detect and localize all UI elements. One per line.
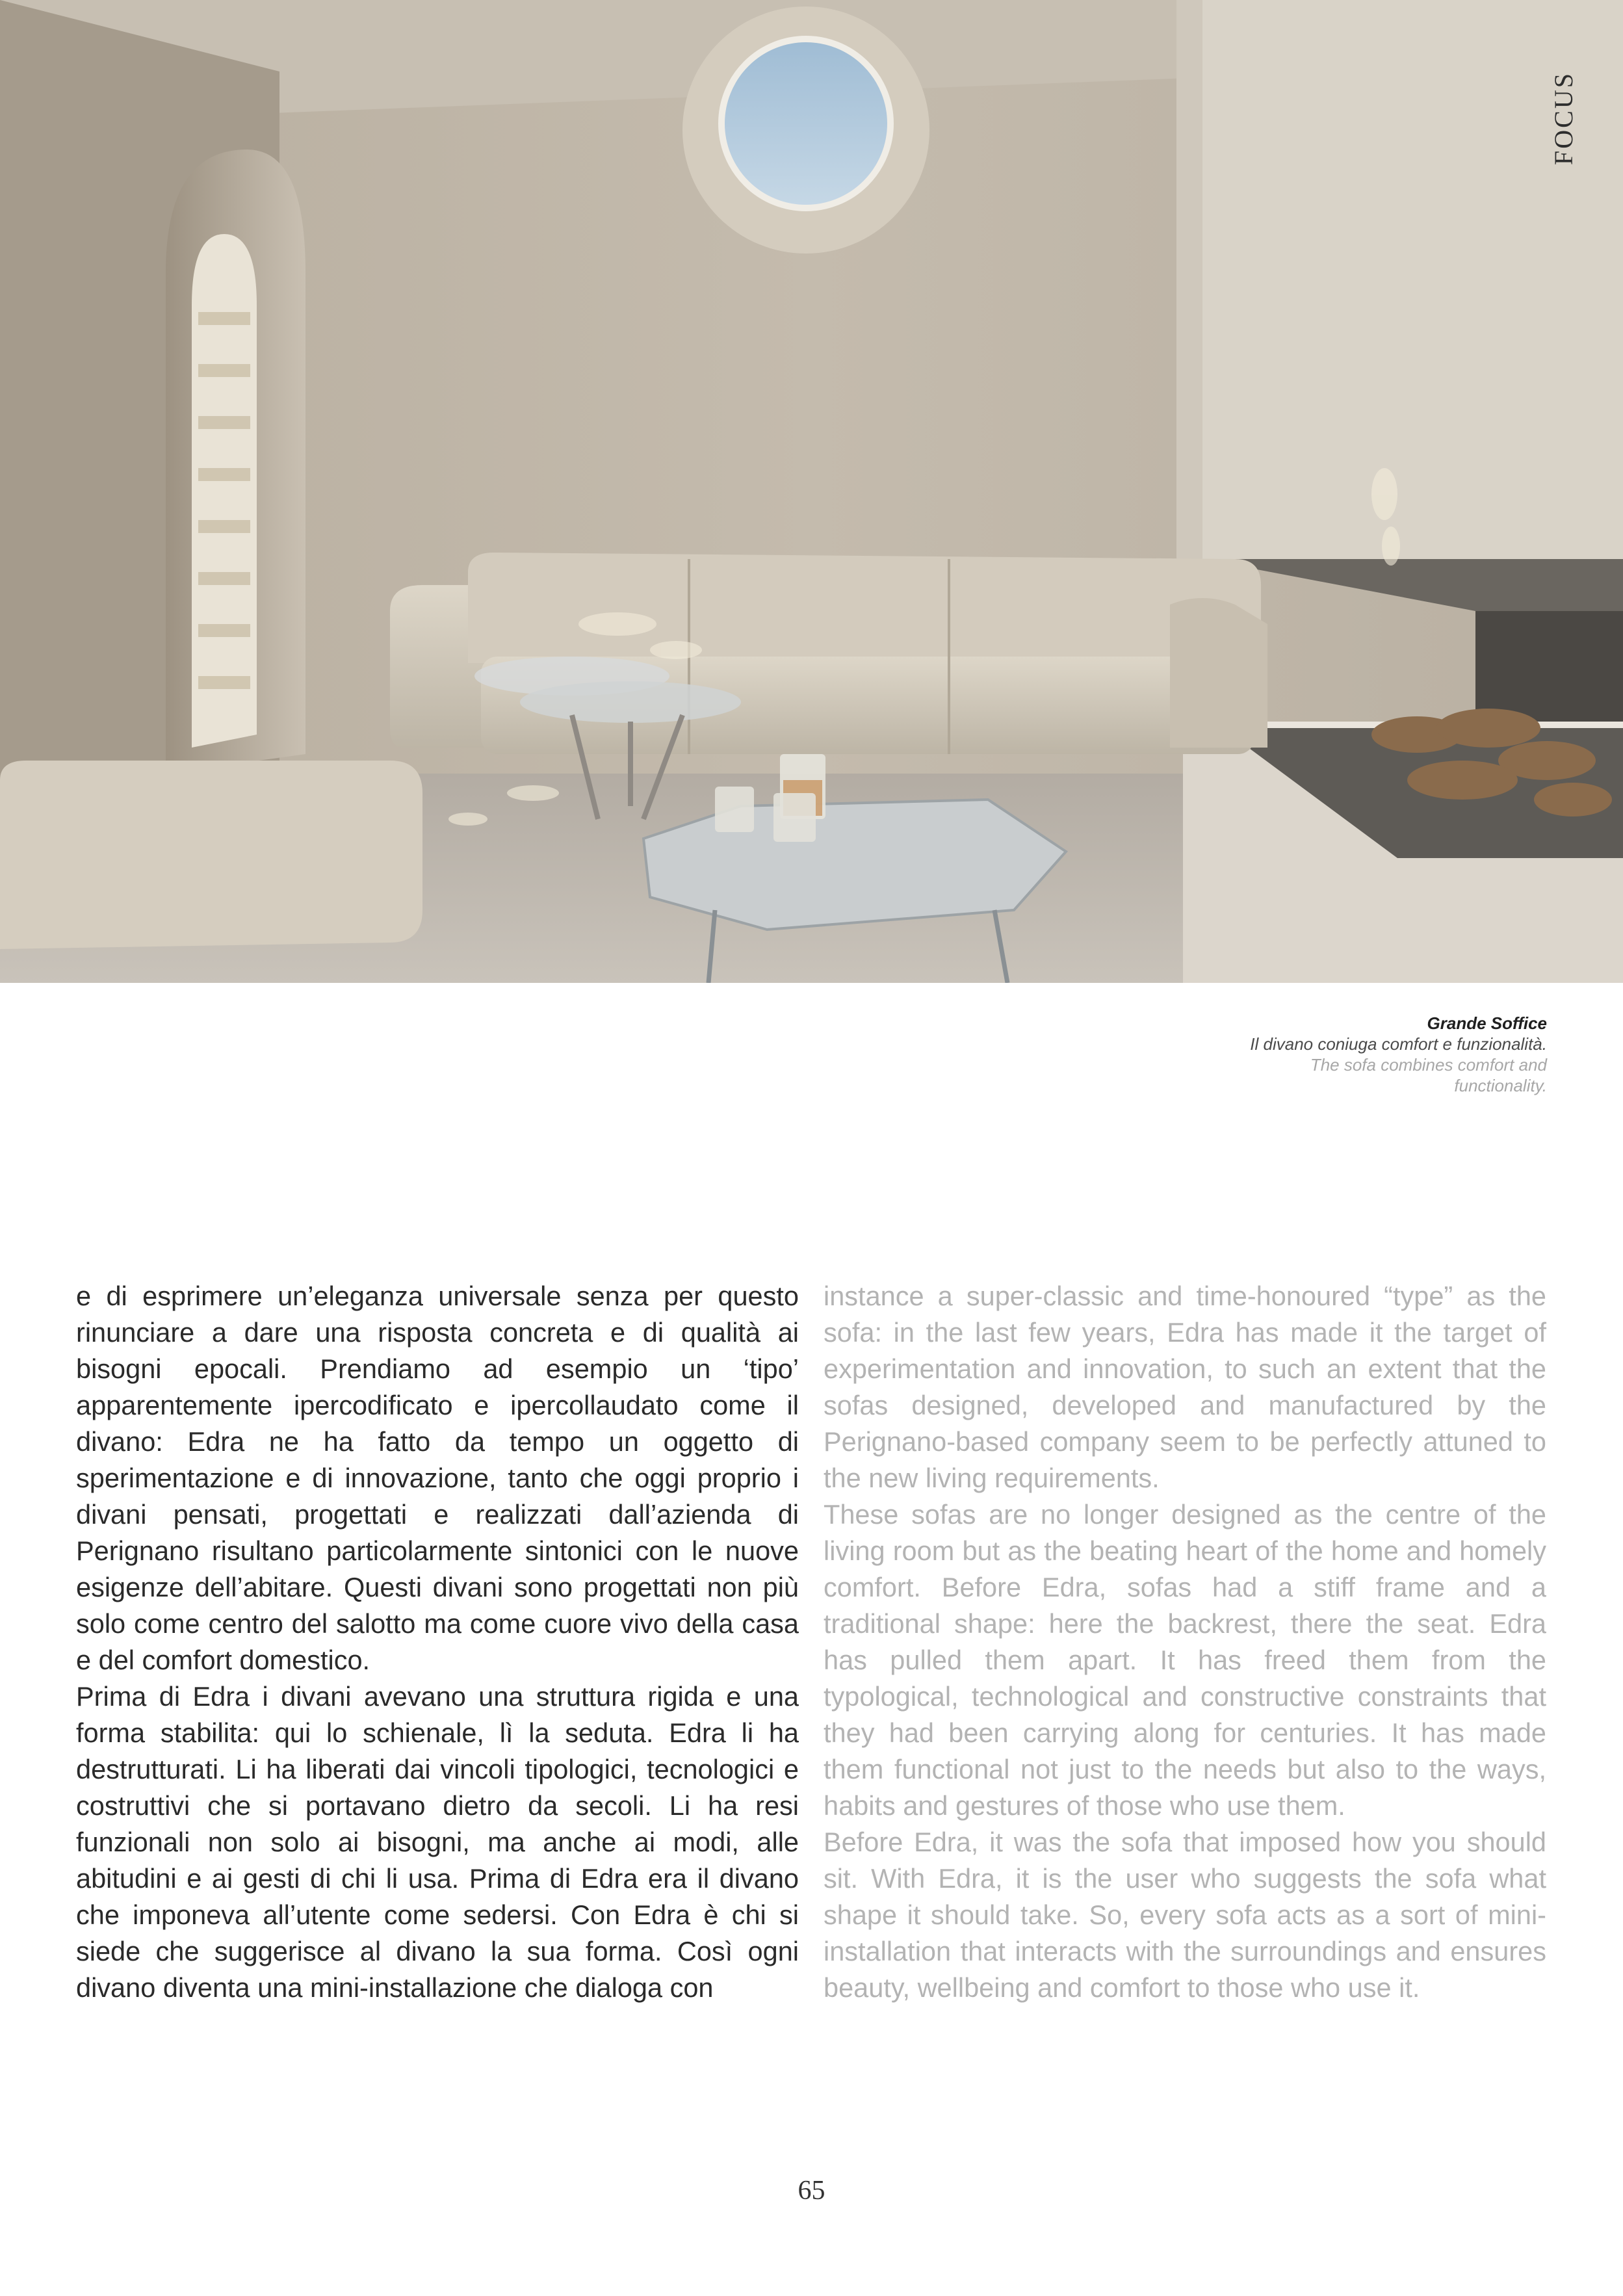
caption-title: Grande Soffice [1427,1013,1547,1033]
italian-text-column [76,1278,799,2006]
photo-caption [1235,1013,1547,1096]
english-paragraph: instance a super-classic and time-honoured “type” as the sofa: in the last few years, Edra has made it the target of experimentation and innovation, to such an extent that the sofas designed, developed and manufactured by the Perignano-based company seem to be perfectly attuned to the new living requirements. [824,1281,1546,1493]
english-paragraph: Before Edra, it was the sofa that imposed how you should sit. With Edra, it is the user who suggests the sofa what shape it should take. So, every sofa acts as a sort of mini-installation that interacts with the surroundings and ensures beauty, wellbeing and comfort to those who use it. [824,1827,1546,2003]
italian-paragraph: e di esprimere un’eleganza universale senza per questo rinunciare a dare una risposta concreta e di qualità ai bisogni epocali. Prendiamo ad esempio un ‘tipo’ apparentemente ipercodificato e ipercollaudato come il divano: Edra ne ha fatto da tempo un oggetto di sperimentazione e di innovazione, tanto che oggi proprio i divani pensati, progettati e realizzati dall’azienda di Perignano risultano particolarmente sintonici con le nuove esigenze dell’abitare. Questi divani sono progettati non più solo come centro del salotto ma come cuore vivo della casa e del comfort domestico. [76,1281,799,1675]
caption-english: The sofa combines comfort and functionality. [1310,1055,1547,1095]
section-tag: FOCUS [1549,72,1578,165]
english-text-column [824,1278,1546,2006]
english-paragraph: These sofas are no longer designed as the centre of the living room but as the beating heart of the home and homely comfort. Before Edra, sofas had a stiff frame and a traditional shape: here the backrest, there the seat. Edra has pulled them apart. It has freed them from the typological, technological and constructive constraints that they had been carrying along for centuries. It has made them functional not just to the needs but also to the ways, habits and gestures of those who use them. [824,1499,1546,1821]
italian-paragraph: Prima di Edra i divani avevano una struttura rigida e una forma stabilita: qui lo schienale, lì la seduta. Edra li ha destrutturati. Li ha liberati dai vincoli tipologici, tecnologici e costruttivi che si portavano dietro da secoli. Li ha resi funzionali non solo ai bisogni, ma anche ai modi, alle abitudini e ai gesti di chi li usa. Prima di Edra era il divano che imponeva all’utente come sedersi. Con Edra è chi si siede che suggerisce al divano la sua forma. Così ogni divano diventa una mini-installazione che dialoga con [76,1681,799,2003]
page-number: 65 [798,2176,825,2206]
caption-italian: Il divano coniuga comfort e funzionalità. [1250,1034,1547,1054]
hero-photo [0,0,1623,983]
